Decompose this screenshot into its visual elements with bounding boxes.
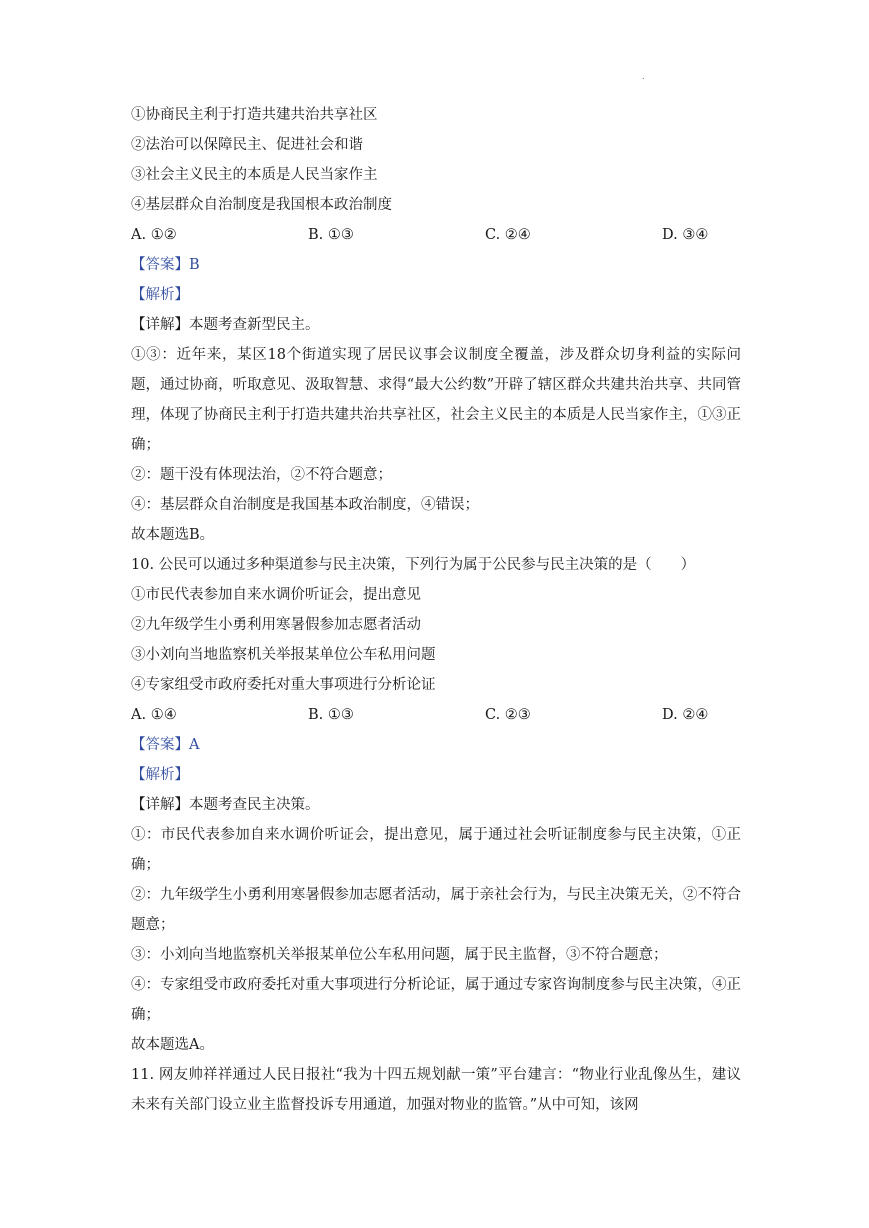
q9-option-c: C. ②④ — [485, 227, 531, 243]
q10-option-d: D. ②④ — [662, 707, 709, 723]
q10-option-c: C. ②③ — [485, 707, 531, 723]
q10-explanation-1: ①：市民代表参加自来水调价听证会，提出意见，属于通过社会听证制度参与民主决策，①正确； — [131, 827, 741, 873]
q10-item-2: ②九年级学生小勇利用寒暑假参加志愿者活动 — [131, 617, 421, 633]
q10-explanation-3: ③：小刘向当地监察机关举报某单位公车私用问题，属于民主监督，③不符合题意； — [131, 947, 668, 963]
q10-options — [131, 700, 741, 730]
q10-option-a: A. ①④ — [131, 707, 177, 723]
page-dot: . — [642, 72, 645, 81]
document-content — [131, 100, 741, 1120]
q9-item-4: ④基层群众自治制度是我国根本政治制度 — [131, 197, 392, 213]
q9-explanation-3: ④：基层群众自治制度是我国基本政治制度，④错误； — [131, 497, 479, 513]
q9-option-b: B. ①③ — [308, 227, 354, 243]
q9-answer: 【答案】B — [131, 257, 200, 273]
q9-explanation-2: ②：题干没有体现法治，②不符合题意； — [131, 467, 392, 483]
q9-item-1: ①协商民主利于打造共建共治共享社区 — [131, 107, 378, 123]
q10-explanation-2: ②：九年级学生小勇利用寒暑假参加志愿者活动，属于亲社会行为，与民主决策无关，②不符合题意； — [131, 887, 741, 933]
q10-explanation-4: ④：专家组受市政府委托对重大事项进行分析论证，属于通过专家咨询制度参与民主决策，④正确； — [131, 977, 741, 1023]
q10-item-1: ①市民代表参加自来水调价听证会，提出意见 — [131, 587, 421, 603]
q9-detail: 【详解】本题考查新型民主。 — [131, 317, 320, 333]
q10-option-b: B. ①③ — [308, 707, 354, 723]
q9-option-d: D. ③④ — [662, 227, 709, 243]
q9-explanation-1: ①③：近年来，某区18个街道实现了居民议事会议制度全覆盖，涉及群众切身利益的实际问题，通过协商，听取意见、汲取智慧、求得“最大公约数”开辟了辖区群众共建共治共享、共同管理，体现了协商民主利于打造共建共治共享社区，社会主义民主的本质是人民当家作主，①③正确； — [131, 347, 741, 453]
q9-options — [131, 220, 741, 250]
q10-stem: 10. 公民可以通过多种渠道参与民主决策，下列行为属于公民参与民主决策的是（ ） — [131, 557, 696, 573]
q10-answer: 【答案】A — [131, 737, 200, 753]
q9-item-2: ②法治可以保障民主、促进社会和谐 — [131, 137, 363, 153]
q10-detail: 【详解】本题考查民主决策。 — [131, 797, 320, 813]
q9-conclusion: 故本题选B。 — [131, 527, 215, 543]
q11-stem: 11. 网友帅祥祥通过人民日报社“我为十四五规划献一策”平台建言：“物业行业乱像丛生，建议未来有关部门设立业主监督投诉专用通道，加强对物业的监管。”从中可知，该网 — [131, 1067, 741, 1113]
q10-item-4: ④专家组受市政府委托对重大事项进行分析论证 — [131, 677, 436, 693]
q10-analysis-label: 【解析】 — [131, 767, 189, 783]
q10-conclusion: 故本题选A。 — [131, 1037, 214, 1053]
q9-option-a: A. ①② — [131, 227, 177, 243]
q10-item-3: ③小刘向当地监察机关举报某单位公车私用问题 — [131, 647, 436, 663]
q9-item-3: ③社会主义民主的本质是人民当家作主 — [131, 167, 378, 183]
q9-analysis-label: 【解析】 — [131, 287, 189, 303]
